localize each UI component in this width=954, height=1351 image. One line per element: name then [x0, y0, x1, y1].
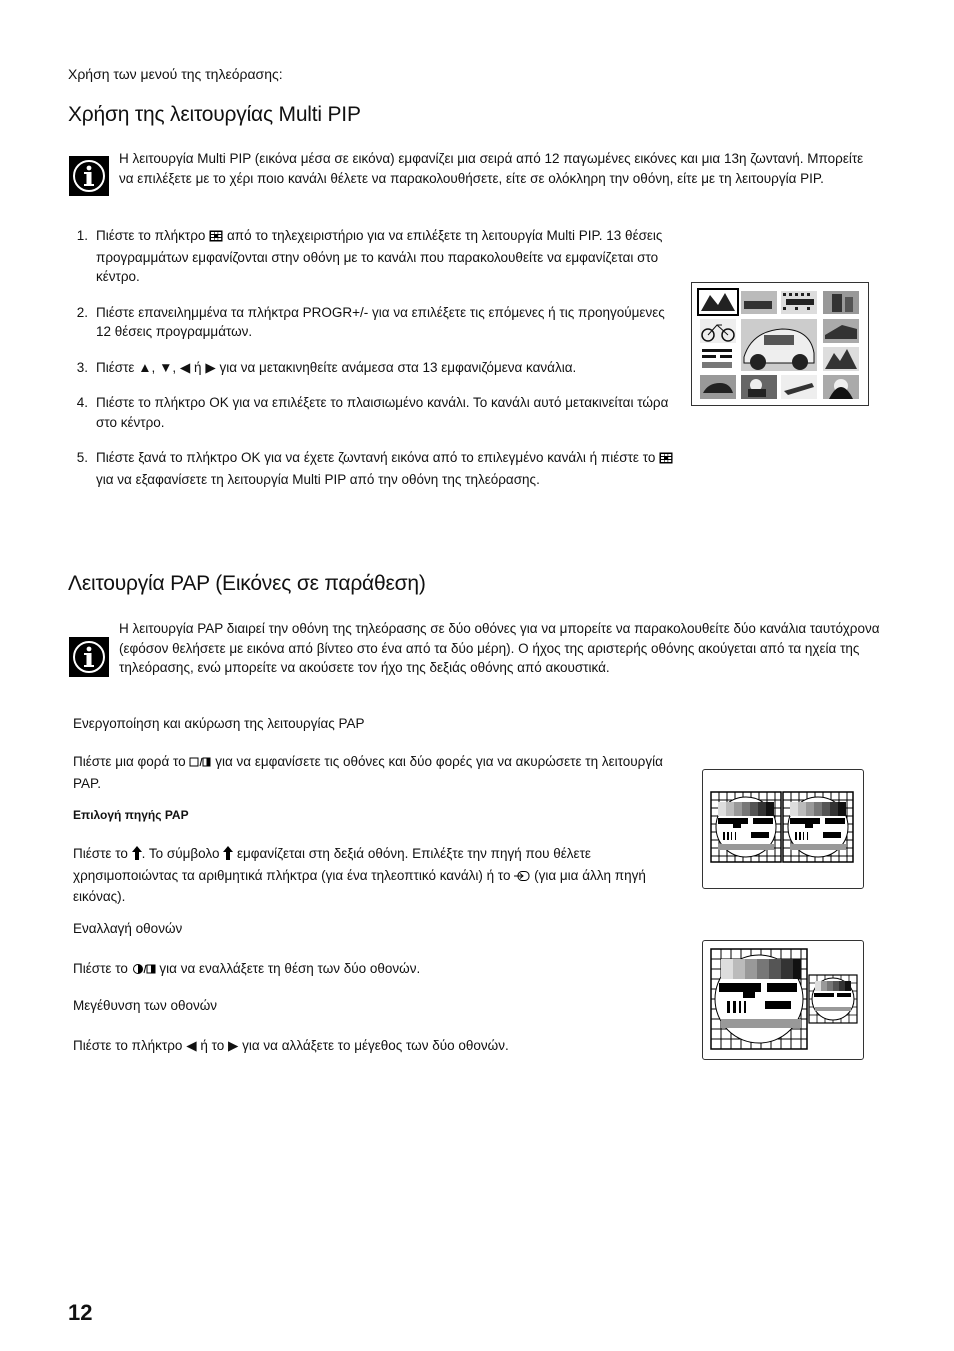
step-text-post: από το τηλεχειριστήριο για να επιλέξετε τη λειτουργία Multi PIP. 13 θέσεις προγραμμάτων εμφανίζονται στην οθόνη με το κανάλι που παρακολουθείτε να εμφανίζεται στο κέντρο. [96, 228, 663, 284]
swap-key-icon [132, 961, 156, 981]
multi-pip-illustration [691, 282, 869, 406]
section-title-multi-pip: Χρήση της λειτουργίας Multi PIP [68, 103, 361, 126]
step-text: Πιέστε το πλήκτρο OK για να επιλέξετε το πλαισιωμένο κανάλι. Το κανάλι αυτό μετακινείται τώρα στο κέντρο. [96, 395, 669, 430]
step-number: 2. [76, 304, 88, 320]
info-icon [69, 156, 109, 196]
info-icon [69, 637, 109, 677]
list-item [68, 226, 680, 287]
multi-pip-steps [68, 226, 680, 489]
list-item [68, 393, 680, 432]
subsection-text-resize: Πιέστε το πλήκτρο ◀ ή το ▶ για να αλλάξετε το μέγεθος των δύο οθονών. [73, 1038, 509, 1053]
step-number: 1. [76, 228, 88, 243]
subsection-title-enable: Ενεργοποίηση και ακύρωση της λειτουργίας PAP [73, 716, 365, 731]
text-part: . Το σύμβολο [141, 846, 220, 861]
list-item [68, 303, 680, 342]
step-text: Πιέστε επανειλημμένα τα πλήκτρα PROGR+/- για να επιλέξετε τις επόμενες ή τις προηγούμενες 12 θέσεις προγραμμάτων. [96, 304, 665, 339]
pap-key-icon [189, 754, 211, 774]
subsection-text-source [73, 844, 693, 907]
input-source-icon [514, 868, 530, 888]
subsection-title-swap: Εναλλαγή οθονών [73, 921, 183, 936]
text-pre: Πιέστε μια φορά το [73, 754, 186, 769]
multi-pip-key-icon [659, 450, 673, 470]
pap-equal-split-illustration [702, 769, 864, 889]
text-post: για να εναλλάξετε τη θέση των δύο οθονών. [159, 961, 421, 976]
step-text-post: για να εξαφανίσετε τη λειτουργία Multi PIP από την οθόνη της τηλεόρασης. [96, 471, 540, 487]
list-item [68, 358, 680, 378]
step-text-pre: Πιέστε το πλήκτρο [96, 228, 206, 243]
text-part: (για μια άλλη πηγή εικόνας). [73, 867, 646, 904]
section-title-pap: Λειτουργία PAP (Εικόνες σε παράθεση) [68, 572, 426, 595]
text-part: εμφανίζεται στη δεξιά οθόνη. Επιλέξτε την πηγή που θέλετε χρησιμοποιώντας τα αριθμητικά πλήκτρα (για ένα τηλεοπτικό κανάλι) ή το [73, 846, 591, 883]
step-text: Πιέστε ▲, ▼, ◀ ή ▶ για να μετακινηθείτε ανάμεσα στα 13 εμφανιζόμενα κανάλια. [96, 359, 577, 375]
multi-pip-info-text: Η λειτουργία Multi PIP (εικόνα μέσα σε εικόνα) εμφανίζει μια σειρά από 12 παγωμένες εικόνες και μια 13η ζωντανή. Μπορείτε να επιλέξετε με το χέρι ποιο κανάλι θέλετε να παρακολουθήσετε, είτε σε ολόκληρη την οθόνη, είτε με τη λειτουργία PIP. [119, 151, 864, 186]
text-post: για να εμφανίσετε τις οθόνες και δύο φορές για να ακυρώσετε τη λειτουργία PAP. [73, 754, 663, 791]
step-number: 4. [76, 395, 88, 410]
up-arrow-icon [132, 846, 142, 866]
multi-pip-key-icon [209, 228, 223, 248]
text-pre: Πιέστε το [73, 961, 128, 976]
breadcrumb: Χρήση των μενού της τηλεόρασης: [68, 66, 283, 82]
up-arrow-icon [223, 846, 233, 866]
list-item [68, 448, 680, 489]
page-number: 12 [68, 1300, 93, 1325]
subsection-title-resize: Μεγέθυνση των οθονών [73, 998, 218, 1013]
pap-info-text: Η λειτουργία PAP διαιρεί την οθόνη της τηλεόρασης σε δύο οθόνες για να μπορείτε να παρακολουθείτε δύο κανάλια ταυτόχρονα (εφόσον θελήσετε με εικόνα από βίντεο στο ένα από τα δύο μέρη). Ο ήχος της αριστερής οθόνης ακούγεται από τα ηχεία της τηλεόρασης, ενώ μπορείτε να ακούσετε τον ήχο της δεξιάς οθόνης από ακουστικά. [119, 621, 880, 675]
text-part: Πιέστε το [73, 846, 128, 861]
step-number: 3. [76, 359, 88, 375]
pap-enlarged-illustration [702, 940, 864, 1060]
subsection-text-enable [73, 752, 693, 793]
step-text-pre: Πιέστε ξανά το πλήκτρο OK για να έχετε ζωντανή εικόνα από το επιλεγμένο κανάλι ή πιέστε το [96, 450, 656, 465]
step-number: 5. [76, 450, 88, 465]
subsection-text-swap [73, 959, 693, 981]
subsection-title-source: Επιλογή πηγής PAP [73, 808, 189, 822]
